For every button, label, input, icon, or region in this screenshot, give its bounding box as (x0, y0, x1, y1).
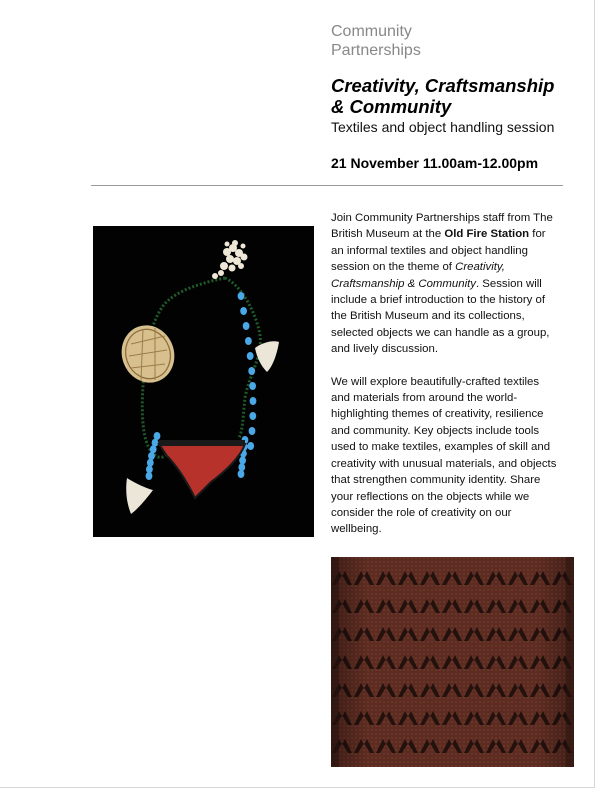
bead (247, 352, 254, 360)
bead (245, 337, 252, 345)
kicker (331, 22, 581, 60)
bead (249, 382, 256, 390)
necklace-illustration (93, 226, 314, 537)
bead (243, 322, 250, 330)
bead (146, 472, 153, 480)
bead (250, 397, 257, 405)
venue-name: Old Fire Station (444, 228, 530, 241)
kicker-line-2: Partnerships (331, 42, 421, 59)
divider (91, 185, 563, 186)
bead (249, 427, 256, 435)
subtitle: Textiles and object handling session (331, 119, 555, 135)
description (331, 210, 561, 538)
description-paragraph-2: We will explore beautifully-crafted textiles and materials from around the world- highlighting themes of creativity, resilience and community. Key objects include tools used to make textiles, examples of skill and creativity with unusual materials, and objects that strengthen community identity. Share your reflections on the objects while we consider the role of creativity on our wellbeing. (331, 375, 557, 536)
header-block (331, 22, 581, 172)
theme-name: Creativity, Craftsmanship & Community (331, 261, 505, 290)
bead (240, 307, 247, 315)
bead (238, 463, 245, 471)
title-line-2: & Community (331, 96, 452, 117)
kicker-line-1: Community (331, 23, 412, 40)
necklace-image (93, 226, 314, 537)
bead (238, 292, 245, 300)
bead (148, 452, 155, 460)
bead (249, 412, 256, 420)
description-paragraph-1 (331, 210, 561, 358)
textile-illustration (331, 557, 574, 767)
event-date: 21 November 11.00am-12.00pm (331, 155, 539, 171)
title-line-1: Creativity, Craftsmanship (331, 75, 555, 96)
p1-tail: . Session will include a brief introduction to the history of the British Museum and its collections, selected objects we can handle as a group, and lively discussion. (331, 277, 550, 356)
p1-mid: for an informal textiles and object handling session on the theme of (331, 228, 546, 274)
page-title (331, 75, 581, 117)
p1-lead: Join Community Partnerships staff from The British Museum at the (331, 212, 553, 241)
bead (239, 456, 246, 464)
textile-image (331, 557, 574, 767)
bead (248, 367, 255, 375)
bead (247, 442, 254, 450)
bead (238, 470, 245, 478)
